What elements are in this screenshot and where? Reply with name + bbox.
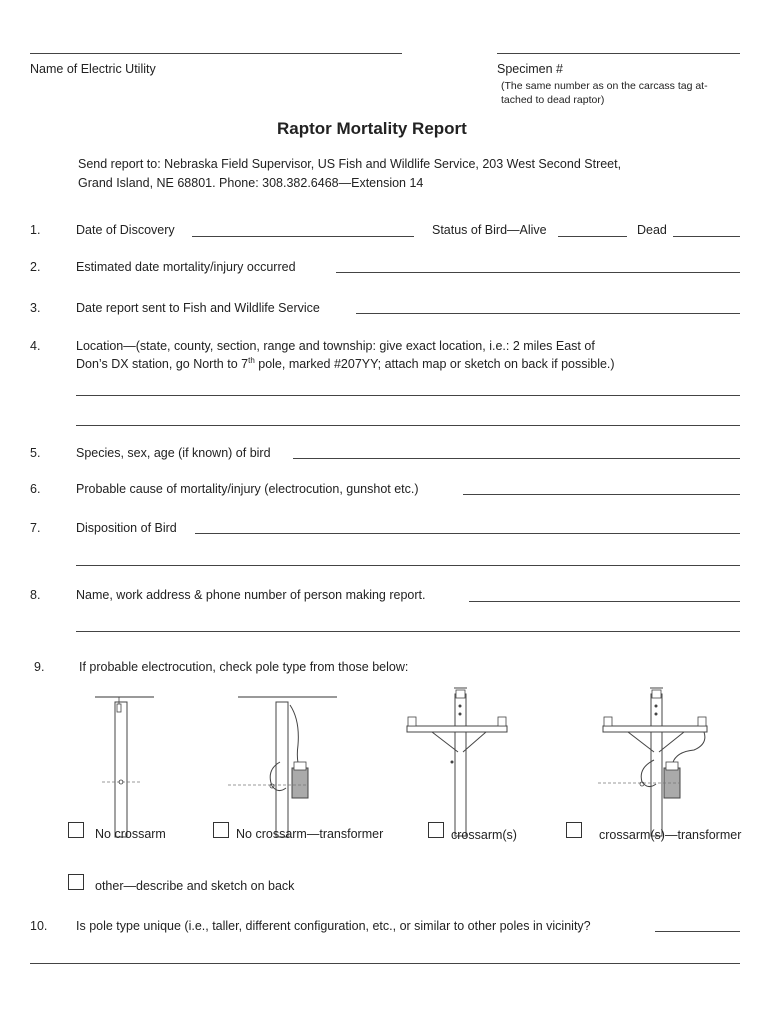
estimated-date-field[interactable]	[336, 272, 740, 273]
no-crossarm-label: No crossarm	[95, 827, 166, 841]
q5-label: Species, sex, age (if known) of bird	[76, 446, 271, 460]
q8-label: Name, work address & phone number of person making report.	[76, 588, 426, 602]
q4-line2-a: Don’s DX station, go North to 7	[76, 357, 249, 372]
reporter-field-line2[interactable]	[76, 631, 740, 632]
no-crossarm-transformer-checkbox[interactable]	[213, 822, 229, 838]
q7-label: Disposition of Bird	[76, 521, 177, 535]
reporter-field-line1[interactable]	[469, 601, 740, 602]
q2-label: Estimated date mortality/injury occurred	[76, 260, 296, 274]
q4-line2	[76, 356, 615, 371]
pole-crossarm-transformer-icon	[598, 686, 718, 838]
status-alive-field[interactable]	[558, 236, 627, 237]
species-field[interactable]	[293, 458, 740, 459]
status-dead-field[interactable]	[673, 236, 740, 237]
crossarm-checkbox[interactable]	[428, 822, 444, 838]
status-dead-label: Dead	[637, 223, 667, 237]
disposition-field-line2[interactable]	[76, 565, 740, 566]
disposition-field-line1[interactable]	[195, 533, 740, 534]
q6-label: Probable cause of mortality/injury (electrocution, gunshot etc.)	[76, 482, 419, 496]
q4-line1: Location—(state, county, section, range and township: give exact location, i.e.: 2 miles East of	[76, 339, 595, 353]
q7-number: 7.	[30, 521, 41, 535]
specimen-note-line2: tached to dead raptor)	[501, 94, 605, 106]
pole-no-crossarm-icon	[90, 690, 160, 840]
q6-number: 6.	[30, 482, 41, 496]
q1-number: 1.	[30, 223, 41, 237]
other-pole-checkbox[interactable]	[68, 874, 84, 890]
q3-number: 3.	[30, 301, 41, 315]
specimen-label: Specimen #	[497, 62, 564, 76]
date-of-discovery-field[interactable]	[192, 236, 414, 237]
q10-label: Is pole type unique (i.e., taller, different configuration, etc., or similar to other poles in vicinity?	[76, 919, 591, 933]
q4-line2-sup: th	[248, 356, 255, 365]
pole-no-crossarm-transformer-icon	[228, 690, 338, 840]
utility-name-label: Name of Electric Utility	[30, 62, 156, 76]
other-pole-label: other—describe and sketch on back	[95, 879, 295, 893]
specimen-note-line1: (The same number as on the carcass tag at-	[501, 80, 708, 92]
pole-crossarm-icon	[402, 686, 512, 838]
q9-label: If probable electrocution, check pole type from those below:	[79, 660, 409, 674]
q5-number: 5.	[30, 446, 41, 460]
q4-number: 4.	[30, 339, 41, 353]
q8-number: 8.	[30, 588, 41, 602]
probable-cause-field[interactable]	[463, 494, 740, 495]
pole-unique-field-line1[interactable]	[655, 931, 740, 932]
crossarm-label: crossarm(s)	[451, 828, 517, 842]
q10-number: 10.	[30, 919, 48, 933]
date-report-sent-field[interactable]	[356, 313, 740, 314]
q2-number: 2.	[30, 260, 41, 274]
crossarm-transformer-label: crossarm(s)—transformer	[599, 828, 742, 842]
q4-line2-b: pole, marked #207YY; attach map or sketch on back if possible.)	[254, 357, 615, 372]
q1-label: Date of Discovery	[76, 223, 175, 237]
crossarm-transformer-checkbox[interactable]	[566, 822, 582, 838]
specimen-number-field[interactable]	[497, 53, 740, 54]
status-alive-label: Status of Bird—Alive	[432, 223, 547, 237]
no-crossarm-checkbox[interactable]	[68, 822, 84, 838]
q3-label: Date report sent to Fish and Wildlife Service	[76, 301, 320, 315]
send-to-line1: Send report to: Nebraska Field Supervisor, US Fish and Wildlife Service, 203 West Second Street,	[78, 157, 622, 171]
location-field-line1[interactable]	[76, 395, 740, 396]
q9-number: 9.	[34, 660, 45, 674]
location-field-line2[interactable]	[76, 425, 740, 426]
send-to-line2: Grand Island, NE 68801. Phone: 308.382.6468—Extension 14	[78, 176, 424, 190]
pole-unique-field-line2[interactable]	[30, 963, 740, 964]
no-crossarm-transformer-label: No crossarm—transformer	[236, 827, 384, 841]
utility-name-field[interactable]	[30, 53, 402, 54]
page-title: Raptor Mortality Report	[277, 119, 467, 138]
